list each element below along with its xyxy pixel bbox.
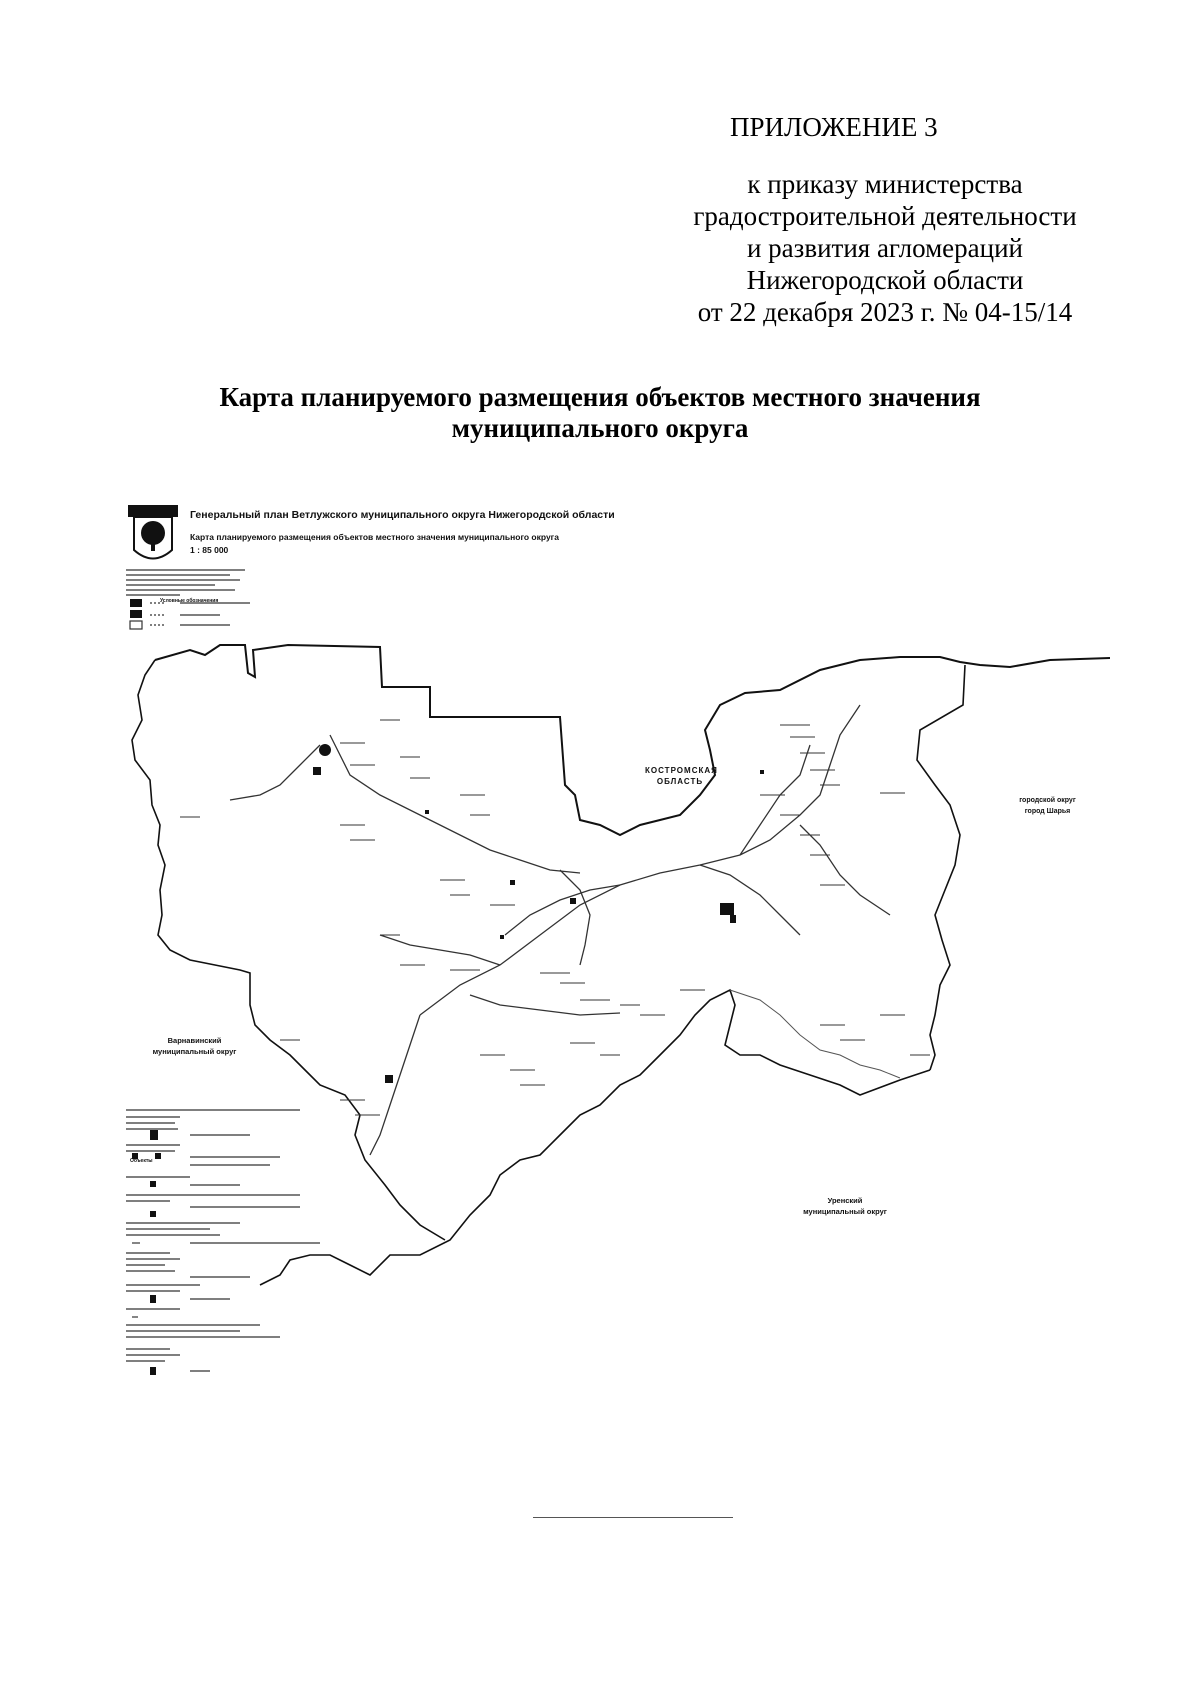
region-boundary-south [260, 990, 930, 1285]
document-title-line: Карта планируемого размещения объектов местного значения [219, 382, 981, 412]
map-scale: 1 : 85 000 [190, 545, 229, 555]
label-line: ОБЛАСТЬ [656, 777, 704, 786]
road-network [230, 705, 890, 1155]
appendix-line: Нижегородской области [746, 265, 1024, 295]
map-header-subtitle: Карта планируемого размещения объектов местного значения муниципального округа [190, 532, 559, 542]
legend-bottom-title: Объекты [130, 1158, 153, 1164]
legend-bottom [126, 1110, 320, 1375]
legend-top-title: Условные обозначения [160, 598, 219, 604]
footer-divider [533, 1517, 733, 1518]
map-image [120, 495, 1110, 1475]
region-boundary-east [917, 665, 965, 1070]
document-title-line: муниципального округа [451, 413, 749, 443]
label-sharya-district [1010, 795, 1085, 817]
label-line: муниципальный округ [152, 1047, 237, 1056]
appendix-reference [660, 168, 1110, 328]
coat-of-arms-icon [128, 505, 178, 559]
label-line: муниципальный округ [803, 1207, 887, 1216]
internal-boundary [730, 990, 900, 1078]
appendix-line: градостроительной деятельности [693, 201, 1077, 231]
map-drawing [120, 495, 1110, 1475]
label-line: Уренский [827, 1196, 863, 1205]
appendix-line: от 22 декабря 2023 г. № 04-15/14 [697, 297, 1073, 327]
label-line: КОСТРОМСКАЯ [645, 766, 718, 775]
label-line: город Шарья [1024, 808, 1071, 815]
region-boundary-west [132, 660, 445, 1240]
appendix-line: и развития агломераций [746, 233, 1023, 263]
label-line: городской округ [1019, 797, 1076, 804]
label-kostroma-region [645, 765, 718, 787]
label-uren-district [795, 1195, 895, 1217]
document-title [150, 382, 1050, 444]
label-varnavino-district [147, 1035, 242, 1057]
label-line: Варнавинский [167, 1036, 222, 1045]
region-boundary [155, 645, 1110, 835]
map-annotations [180, 720, 930, 1115]
map-header-title: Генеральный план Ветлужского муниципального округа Нижегородской области [190, 509, 615, 521]
appendix-title: ПРИЛОЖЕНИЕ 3 [730, 112, 938, 142]
appendix-line: к приказу министерства [747, 169, 1023, 199]
